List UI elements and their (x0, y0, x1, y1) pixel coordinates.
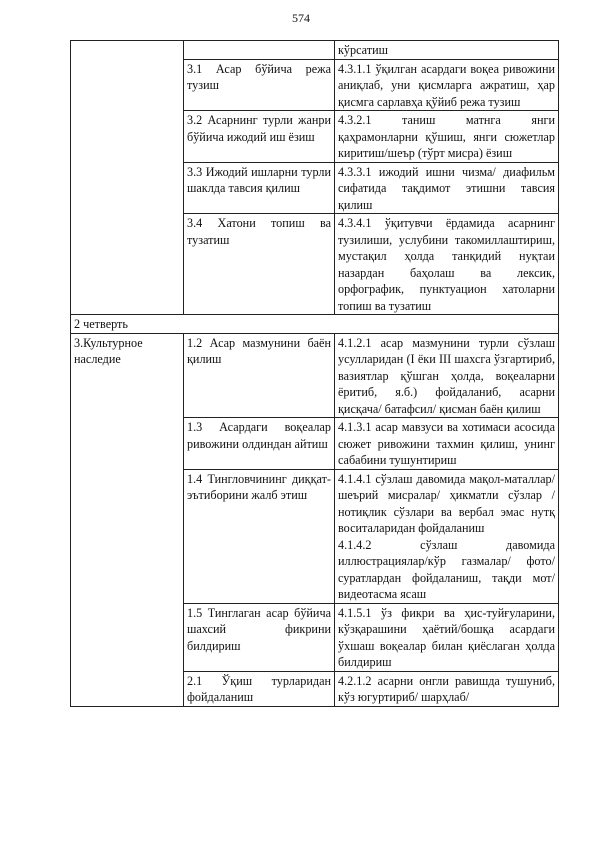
quarter-row (71, 315, 559, 334)
objective-cell (184, 41, 335, 60)
outcome-text: 4.3.2.1 таниш матнга янги қаҳрамонларни қўшиш, янги сюжетлар киритиш/шеър (тўрт мисра) ёзиш (338, 113, 555, 160)
outcome-text: 4.3.4.1 ўқитувчи ёрдамида асарнинг тузилиши, услубини такомиллаштириш, мустақил ҳолда танқидий нуқтаи назардан баҳолаш ва лексик, орфографик, пунктуацион хатоларни топиш ва тузатиш (338, 216, 555, 313)
objective-cell: 3.2 Асарнинг турли жанри бўйича ижодий иш ёзиш (184, 111, 335, 163)
outcome-text: 4.3.3.1 ижодий ишни чизма/ диафильм сифатида тақдимот этишни тавсия қилиш (338, 164, 555, 212)
outcome-text: 4.1.3.1 асар мавзуси ва хотимаси асосида сюжет ривожини тахмин қилиш, унинг сабабини тушунтириш (338, 420, 555, 467)
outcome-text: 4.2.1.2 асарни онгли равишда тушуниб, кўз югуртириб/ шарҳлаб/ (338, 673, 555, 704)
table-row (71, 41, 559, 60)
objective-cell: 2.1 Ўқиш турларидан фойдаланиш (184, 671, 335, 706)
objective-cell: 1.5 Тинглаган асар бўйича шахсий фикрини билдириш (184, 603, 335, 671)
outcome-text: 4.1.4.1 сўзлаш давомида мақол-маталлар/шеърий мисралар/ ҳикматли сўзлар /нотиқлик сўзлари ва вербал эмас нутқ воситаларидан фойдаланиш (338, 471, 555, 535)
objective-cell: 3.3 Ижодий ишларни турли шаклда тавсия қилиш (184, 162, 335, 214)
quarter-label: 2 четверть (71, 315, 559, 334)
page-number: 574 (292, 11, 310, 25)
outcome-cell (335, 41, 559, 60)
outcome-cell (335, 603, 559, 671)
outcome-cell (335, 469, 559, 603)
curriculum-table (70, 40, 559, 707)
outcome-cell (335, 59, 559, 111)
outcome-text: 4.1.5.1 ўз фикри ва ҳис-туйғуларини, кўзқарашини ҳаётий/бошқа асардаги ўхшаш воқеалар билан қиёслаган ҳолда билдириш (338, 605, 555, 669)
outcome-cell (335, 162, 559, 214)
outcome-text: 4.3.1.1 ўқилган асардаги воқеа ривожини аниқлаб, уни қисмларга ажратиш, ҳар қисмга сарлавҳа қўйиб режа тузиш (338, 61, 555, 109)
outcome-cell (335, 418, 559, 470)
outcome-text: 4.1.2.1 асар мазмунини турли сўзлаш усулларидан (I ёки III шахсга ўзгартириб, вазиятлар қўшган ҳолда, воқеаларни ёритиб, я.б.) фойдаланиб, асарни қисқача/ батафсил/ қисман баён қилиш (338, 335, 555, 416)
objective-cell: 3.4 Хатони топиш ва тузатиш (184, 214, 335, 315)
table-row (71, 333, 559, 418)
outcome-cell (335, 111, 559, 163)
objective-cell: 1.3 Асардаги воқеалар ривожини олдиндан айтиш (184, 418, 335, 470)
objective-cell: 3.1 Асар бўйича режа тузиш (184, 59, 335, 111)
outcome-cell (335, 671, 559, 706)
outcome-cell (335, 214, 559, 315)
objective-cell: 1.4 Тингловчининг диққат-эътиборини жалб этиш (184, 469, 335, 603)
outcome-text: кўрсатиш (338, 43, 388, 57)
objective-cell: 1.2 Асар мазмунини баён қилиш (184, 333, 335, 418)
section-cell: 3.Культурное наследие (71, 333, 184, 706)
section-cell (71, 41, 184, 315)
outcome-text: 4.1.4.2 сўзлаш давомида иллюстрациялар/кўр газмалар/ фото/суратлардан фойдаланиш, тақди мот/ видеотасма ясаш (338, 537, 555, 601)
outcome-cell (335, 333, 559, 418)
